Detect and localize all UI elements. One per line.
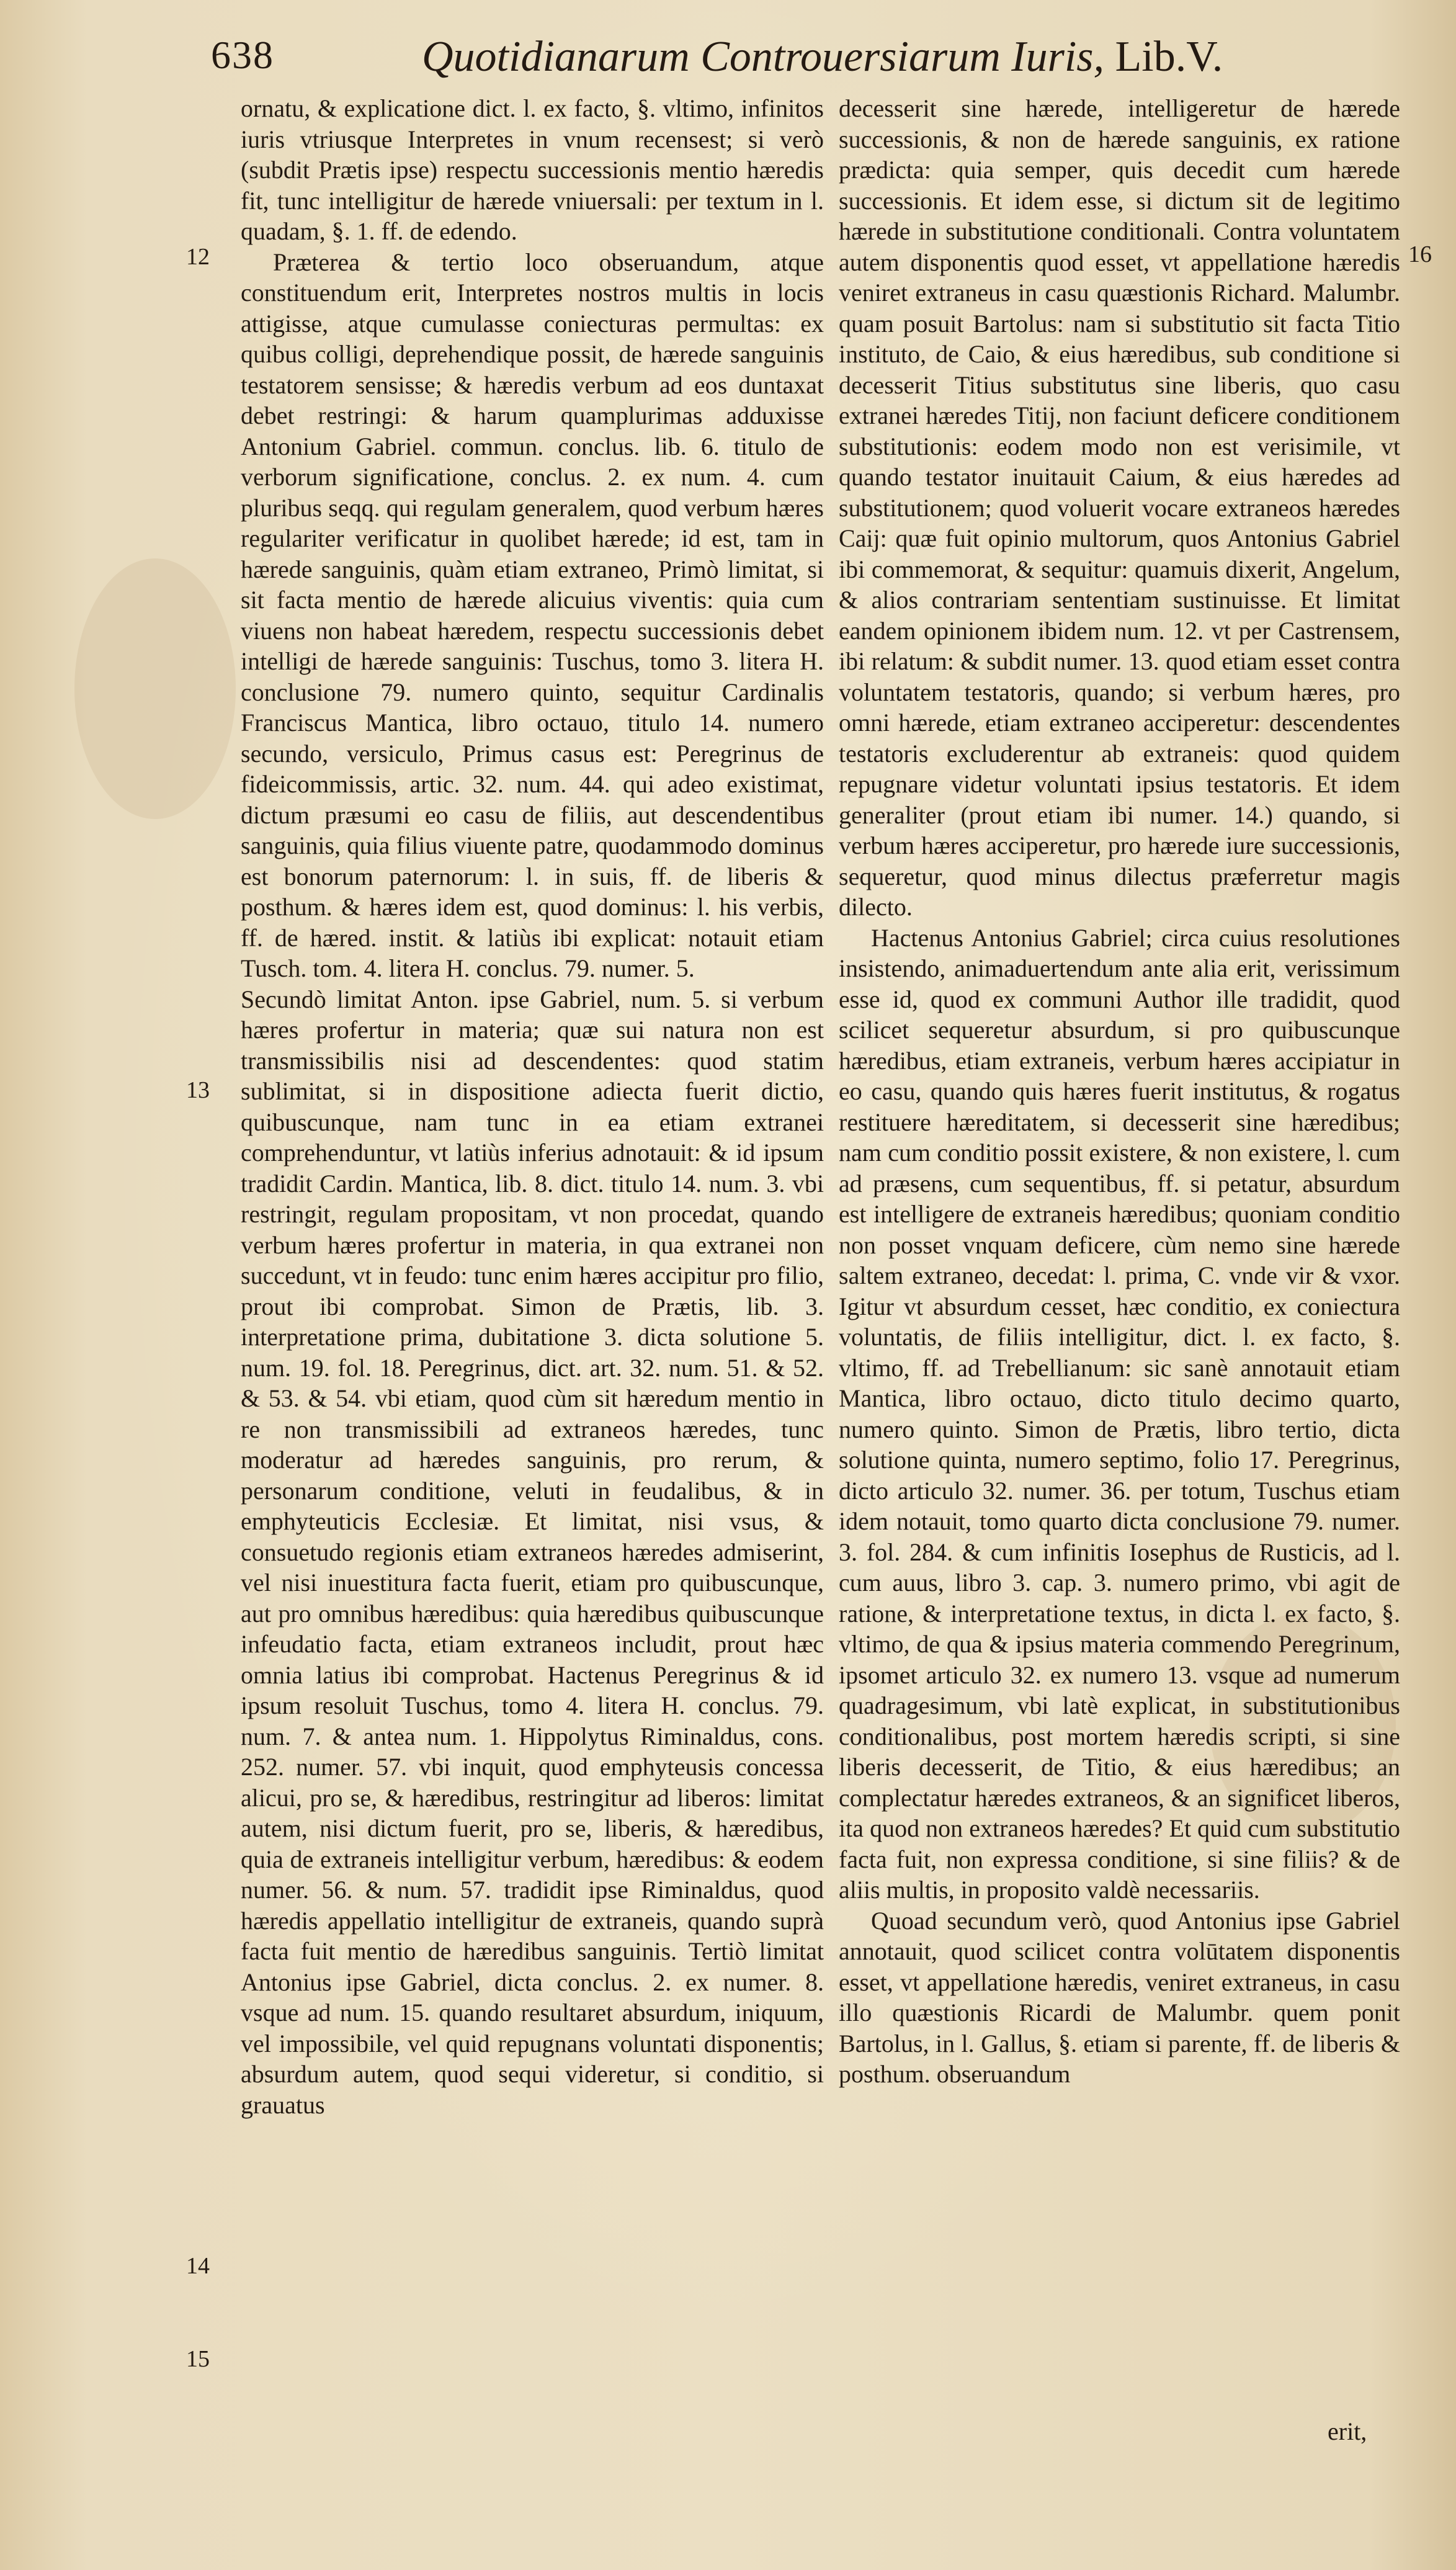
paragraph: Præterea & tertio loco obseruandum, atque constituendum erit, Interpretes nostros multis in locis attigisse, atque cumulasse coniecturas permultas: ex quibus colligi, deprehendique possit, de hærede sanguinis testatorem sensisse; & hæredis verbum ad eos duntaxat debet restringi: & harum quamplurimas adduxisse Antonium Gabriel. commun. conclus. lib. 6. titulo de verborum significatione, conclus. 2. ex num. 4. cum pluribus seqq. qui regulam generalem, quod verbum hæres regulariter verificatur in quolibet hærede; id est, tam in hærede sanguinis, quàm etiam extraneo, Primò limitat, si sit facta mentio de hærede alicuius viventis: quia cum viuens non habeat hæredem, respectu successionis debet intelligi de hærede sanguinis: Tuschus, tomo 3. litera H. conclusione 79. numero quinto, sequitur Cardinalis Franciscus Mantica, libro octauo, titulo 14. numero secundo, versiculo, Primus casus est: Peregrinus de fideicommissis, artic. 32. num. 44. qui adeo existimat, dictum præsumi eo casu de filiis, aut descendentibus sanguinis, quia filius viuente patre, quodammodo dominus est bonorum paternorum: l. in suis, ff. de liberis & posthum. & hæres idem est, quod dominus: l. his verbis, ff. de hæred. instit. & latiùs ibi explicat: notauit etiam Tusch. tom. 4. litera H. conclus. 79. numer. 5. — [241, 248, 824, 982]
page-number: 638 — [211, 33, 274, 77]
catchword: erit, — [1328, 2417, 1367, 2445]
book-number: Lib.V. — [1115, 33, 1223, 81]
running-title-text: Quotidianarum Controuersiarum Iuris, — [422, 33, 1105, 81]
paragraph: Hactenus Antonius Gabriel; circa cuius resolutiones insistendo, animaduertendum ante alia erit, verissimum esse id, quod ex communi Author ille tradidit, quod scilicet sequeretur absurdum, si pro quibuscunque hæredibus, etiam extraneis, verbum hæres accipiatur in eo casu, quando quis hæres fuerit institutus, & rogatus restituere hæreditatem, si decesserit sine hæredibus; nam cum conditio possit existere, & non existere, l. cum ad præsens, cum sequentibus, ff. si petatur, absurdum est intelligere de extraneis hæredibus; quoniam conditio non posset vnquam deficere, cùm nemo sine hærede saltem extraneo, decedat: l. prima, C. vnde vir & vxor. Igitur vt absurdum cesset, hæc conditio, ex coniectura voluntatis, de filiis intelligitur, dict. l. ex facto, §. vltimo, ff. ad Trebellianum: sic sanè annotauit etiam Mantica, libro octauo, dicto titulo decimo quarto, numero quinto. Simon de Prætis, libro tertio, dicta solutione quinta, numero septimo, folio 17. Peregrinus, dicto articulo 32. numer. 36. per totum, Tuschus etiam idem notauit, tomo quarto dicta conclusione 79. numer. 3. fol. 284. & cum infinitis Iosephus de Rusticis, ad l. cum auus, libro 3. cap. 3. numero primo, vbi agit de ratione, & interpretatione textus, in dicta l. ex facto, §. vltimo, de qua & ipsius materia commendo Peregrinum, ipsomet articulo 32. ex numero 13. vsque ad numerum quadragesimum, vbi latè explicat, in substitutionibus conditionalibus, post mortem hæredis scripti, si sine liberis decesserit, de Titio, & eius hæredibus; an complectatur hæredes extraneos, & an significet liberos, ita quod non extraneos hæredes? Et quid cum substitutio facta fuit, non expressa conditione, si sine filiis? & de aliis multis, in proposito valdè necessariis. — [839, 923, 1400, 1904]
paragraph: Quoad secundum verò, quod Antonius ipse Gabriel annotauit, quod scilicet contra volūtatem disponentis esset, vt appellatione hæredis, veniret extraneus, in casu illo quæstionis Ricardi de Malumbr. quem ponit Bartolus, in l. Gallus, §. etiam si parente, ff. de liberis & posthum. obseruandum — [839, 1906, 1400, 2088]
margin-number: 14 — [186, 2253, 210, 2279]
paragraph: ornatu, & explicatione dict. l. ex facto, §. vltimo, infinitos iuris vtriusque Interpretes in vnum recensest; si verò (subdit Prætis ipse) respectu successionis mentio hæredis fit, tunc intelligitur de hærede vniuersali: per textum in l. quadam, §. 1. ff. de edendo. — [241, 94, 824, 245]
margin-number: 12 — [186, 244, 210, 270]
left-column — [241, 93, 824, 2120]
margin-number: 13 — [186, 1077, 210, 1103]
margin-number: 16 — [1408, 241, 1432, 267]
margin-number: 15 — [186, 2346, 210, 2372]
paragraph: decesserit sine hærede, intelligeretur de hærede successionis, & non de hærede sanguinis, ex ratione prædicta: quia semper, quis decedit cum hærede successionis. Et idem esse, si dictum sit de legitimo hærede in substitutione conditionali. Contra voluntatem autem disponentis quod esset, vt appellatione hæredis veniret extraneus in casu quæstionis Richard. Malumbr. quam posuit Bartolus: nam si substitutio sit facta Titio instituto, de Caio, & eius hæredibus, sub conditione si decesserit Titius substitutus sine liberis, quo casu extranei hæredes Titij, non faciunt deficere conditionem substitutionis: eodem modo non est verisimile, vt quando testator inuitauit Caium, & eius hæredes ad substitutionem; quod voluerit vocare extraneos hæredes Caij: quæ fuit opinio multorum, quos Antonius Gabriel ibi commemorat, & sequitur: quamuis dixerit, Angelum, & alios contrariam sententiam sustinuisse. Et limitat eandem opinionem ibidem num. 12. vt per Castrensem, ibi relatum: & subdit numer. 13. quod etiam esset contra voluntatem testatoris, quando; si verbum hæres, pro omni hærede, etiam extraneo acciperetur: descendentes testatoris excluderentur ab extraneis: quod quidem repugnare videtur voluntati ipsius testatoris. Et idem generaliter (prout etiam ibi numer. 14.) quando, si verbum hæres acciperetur, pro hærede iure successionis, sequeretur, quod minus dilectus præferretur magis dilecto. — [839, 94, 1400, 921]
right-column — [839, 93, 1400, 2090]
paper-stain — [74, 558, 236, 819]
paragraph: Secundò limitat Anton. ipse Gabriel, num. 5. si verbum hæres profertur in materia; quæ sui natura non est transmissibilis nisi ad descendentes: quod statim sublimitat, si in dispositione adiecta fuerit dictio, quibuscunque, nam tunc in ea etiam extranei comprehenduntur, vt latiùs inferius adnotauit: & id ipsum tradidit Cardin. Mantica, lib. 8. dict. titulo 14. num. 3. vbi restringit, regulam propositam, vt non procedat, quando verbum hæres profertur in materia, in qua extranei non succedunt, vt in feudo: tunc enim hæres accipitur pro filio, prout ibi comprobat. Simon de Prætis, lib. 3. interpretatione prima, dubitatione 3. dicta solutione 5. num. 19. fol. 18. Peregrinus, dict. art. 32. num. 51. & 52. & 53. & 54. vbi etiam, quod cùm sit hæredum mentio in re non transmissibili ad extraneos hæredes, tunc moderatur ad hæredes sanguinis, pro rerum, & personarum conditione, veluti in feudalibus, & in emphyteuticis Ecclesiæ. Et limitat, nisi vsus, & consuetudo regionis etiam extraneos hæredes admiserint, vel nisi inuestitura facta fuerit, etiam pro quibuscunque, aut pro omnibus hæredibus: quia hæredibus quibuscunque infeudatio facta, etiam extraneos includit, prout hæc omnia latius ibi comprobat. Hactenus Peregrinus & id ipsum resoluit Tuschus, tomo 4. litera H. conclus. 79. num. 7. & antea num. 1. Hippolytus Riminaldus, cons. 252. numer. 57. vbi inquit, quod emphyteusis concessa alicui, pro se, & hæredibus, restringitur ad liberos: limitat autem, nisi dictum fuerit, pro se, liberis, & hæredibus, quia de extraneis intelligitur verbum, hæredibus: & eodem numer. 56. & num. 57. tradidit ipse Riminaldus, quod hæredis appellatio intelligitur de extraneis, quando suprà facta fuit mentio de hæredibus sanguinis. Tertiò limitat Antonius ipse Gabriel, dicta conclus. 2. ex numer. 8. vsque ad num. 15. quando resultaret absurdum, iniquum, vel impossibile, vel quid repugnans voluntati disponentis; absurdum autem, quod sequi videretur, si conditio, si grauatus — [241, 985, 824, 2119]
running-title — [422, 32, 1223, 82]
